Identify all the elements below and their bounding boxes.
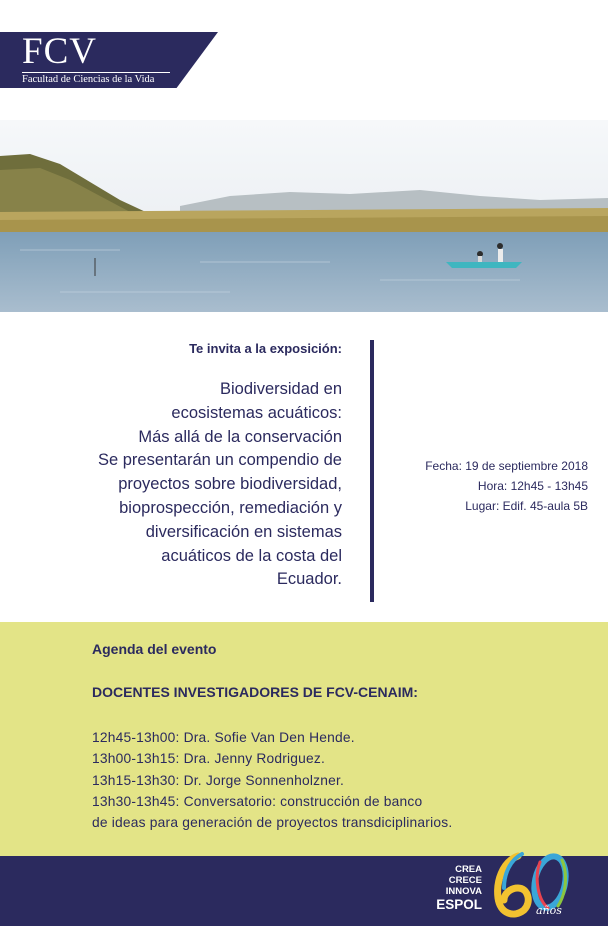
description-line: bioprospección, remediación y [119, 498, 342, 517]
description-line: ecosistemas acuáticos: [171, 403, 342, 422]
description-line: Biodiversidad en [220, 380, 342, 398]
espol-name: ESPOL [436, 897, 482, 912]
event-description [22, 378, 342, 592]
description-line: proyectos sobre biodiversidad, [118, 475, 342, 494]
faculty-name: Facultad de Ciencias de la Vida [22, 72, 170, 85]
agenda-item: de ideas para generación de proyectos transdiciplinarios. [92, 815, 453, 831]
sixty-years-logo [488, 848, 584, 931]
slogan-crece: CRECE [448, 875, 482, 886]
agenda-item: 13h00-13h15: Dra. Jenny Rodriguez. [92, 751, 326, 767]
fcv-logo: FCV [22, 31, 97, 72]
agenda-list [92, 727, 452, 833]
agenda-item: 13h15-13h30: Dr. Jorge Sonnenholzner. [92, 772, 345, 788]
slogan-crea: CREA [455, 864, 482, 875]
agenda-title: Agenda del evento [92, 641, 217, 657]
event-date: Fecha: 19 de septiembre 2018 [425, 459, 588, 473]
espol-slogan [436, 864, 482, 913]
lagoon-photo [0, 120, 608, 312]
anos-label: años [536, 904, 562, 917]
description-line: Se presentarán un compendio de [97, 451, 342, 470]
description-line: acuáticos de la costa del [161, 546, 342, 565]
event-place: Lugar: Edif. 45-aula 5B [465, 499, 588, 513]
event-time: Hora: 12h45 - 13h45 [477, 479, 588, 493]
agenda-item: 13h30-13h45: Conversatorio: construcción de banco [92, 793, 423, 809]
slogan-innova: INNOVA [445, 886, 482, 897]
description-line: diversificación en sistemas [145, 522, 342, 541]
agenda-item: 12h45-13h00: Dra. Sofie Van Den Hende. [92, 730, 355, 745]
agenda-subtitle: DOCENTES INVESTIGADORES DE FCV-CENAIM: [92, 684, 418, 700]
description-line: Ecuador. [276, 570, 342, 589]
vertical-divider [370, 340, 374, 602]
event-details [384, 456, 588, 516]
description-line: Más allá de la conservación [138, 427, 342, 446]
invite-heading: Te invita a la exposición: [189, 341, 342, 356]
